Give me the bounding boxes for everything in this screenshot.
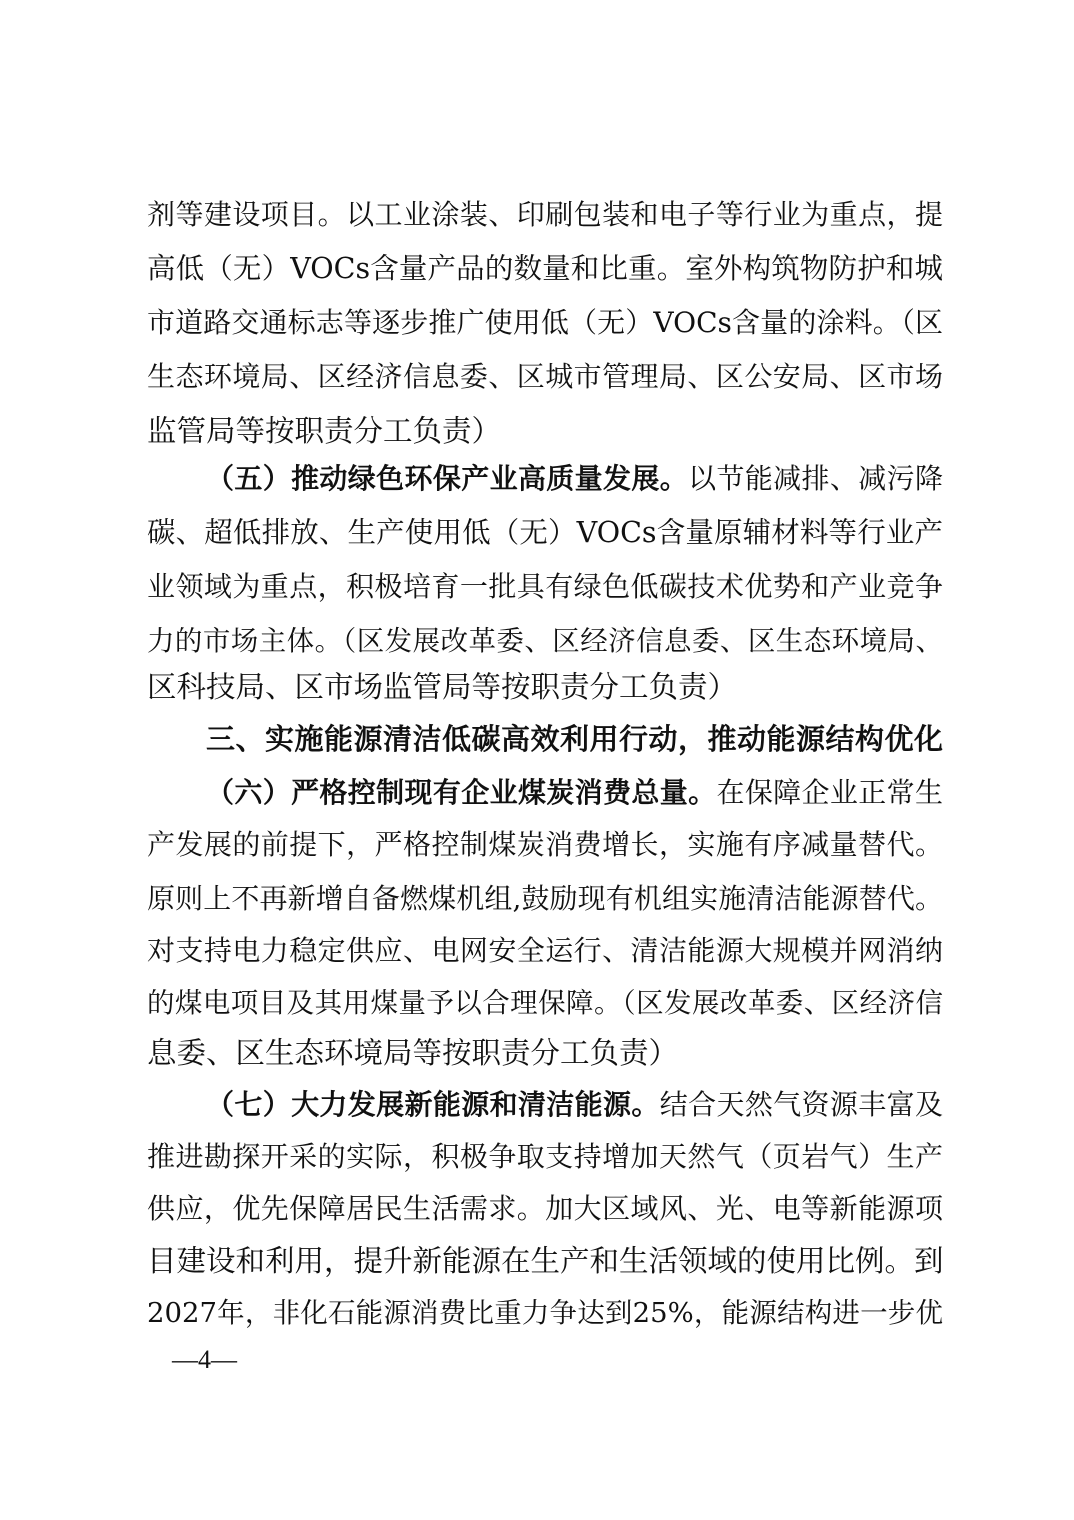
paragraph-2-line-1 [206,452,943,506]
paragraph-1-line-2: 高低（无）VOCs含量产品的数量和比重。室外构筑物防护和城 [147,252,943,285]
page-number: —4— [172,1345,237,1374]
paragraph-4-line-1-rest: 结合天然气资源丰富及 [659,1088,943,1121]
paragraph-1-line-3: 市道路交通标志等逐步推广使用低（无）VOCs含量的涂料。（区 [147,306,943,339]
paragraph-3-line-2: 产发展的前提下，严格控制煤炭消费增长，实施有序减量替代。 [147,828,943,861]
paragraph-2-line-5: 区科技局、区市场监管局等按职责分工负责） [147,670,738,704]
paragraph-4-line-2: 推进勘探开采的实际，积极争取支持增加天然气（页岩气）生产 [147,1140,943,1173]
paragraph-1-line-5: 监管局等按职责分工负责） [147,414,502,448]
paragraph-3-line-4: 对支持电力稳定供应、电网安全运行、清洁能源大规模并网消纳 [147,934,943,967]
paragraph-1-line-1: 剂等建设项目。以工业涂装、印刷包装和电子等行业为重点，提 [147,198,943,231]
paragraph-2-line-3: 业领域为重点，积极培育一批具有绿色低碳技术优势和产业竞争 [147,570,943,603]
paragraph-4-line-3: 供应，优先保障居民生活需求。加大区域风、光、电等新能源项 [147,1192,943,1225]
paragraph-3-line-5: 的煤电项目及其用煤量予以合理保障。（区发展改革委、区经济信 [147,987,943,1019]
paragraph-4-line-5: 2027年，非化石能源消费比重力争达到25%，能源结构进一步优 [147,1297,943,1329]
paragraph-2-line-4: 力的市场主体。（区发展改革委、区经济信息委、区生态环境局、 [147,625,943,657]
paragraph-3-line-6: 息委、区生态环境局等按职责分工负责） [147,1036,679,1070]
paragraph-4-lead: （七）大力发展新能源和清洁能源。 [206,1088,660,1121]
paragraph-3-line-1-rest: 在保障企业正常生 [716,776,943,809]
paragraph-1-line-4: 生态环境局、区经济信息委、区城市管理局、区公安局、区市场 [147,360,943,393]
paragraph-2-line-2: 碳、超低排放、生产使用低（无）VOCs含量原辅材料等行业产 [147,516,943,549]
paragraph-4-line-1 [206,1078,943,1132]
paragraph-3-line-3: 原则上不再新增自备燃煤机组,鼓励现有机组实施清洁能源替代。 [147,882,943,915]
paragraph-3-lead: （六）严格控制现有企业煤炭消费总量。 [206,776,717,809]
paragraph-3-line-1 [206,766,943,820]
paragraph-2-lead: （五）推动绿色环保产业高质量发展。 [206,462,689,495]
paragraph-2-line-1-rest: 以节能减排、减污降 [688,462,943,495]
paragraph-4-line-4: 目建设和利用，提升新能源在生产和生活领域的使用比例。到 [147,1244,944,1278]
section-heading: 三、实施能源清洁低碳高效利用行动，推动能源结构优化 [206,722,943,756]
